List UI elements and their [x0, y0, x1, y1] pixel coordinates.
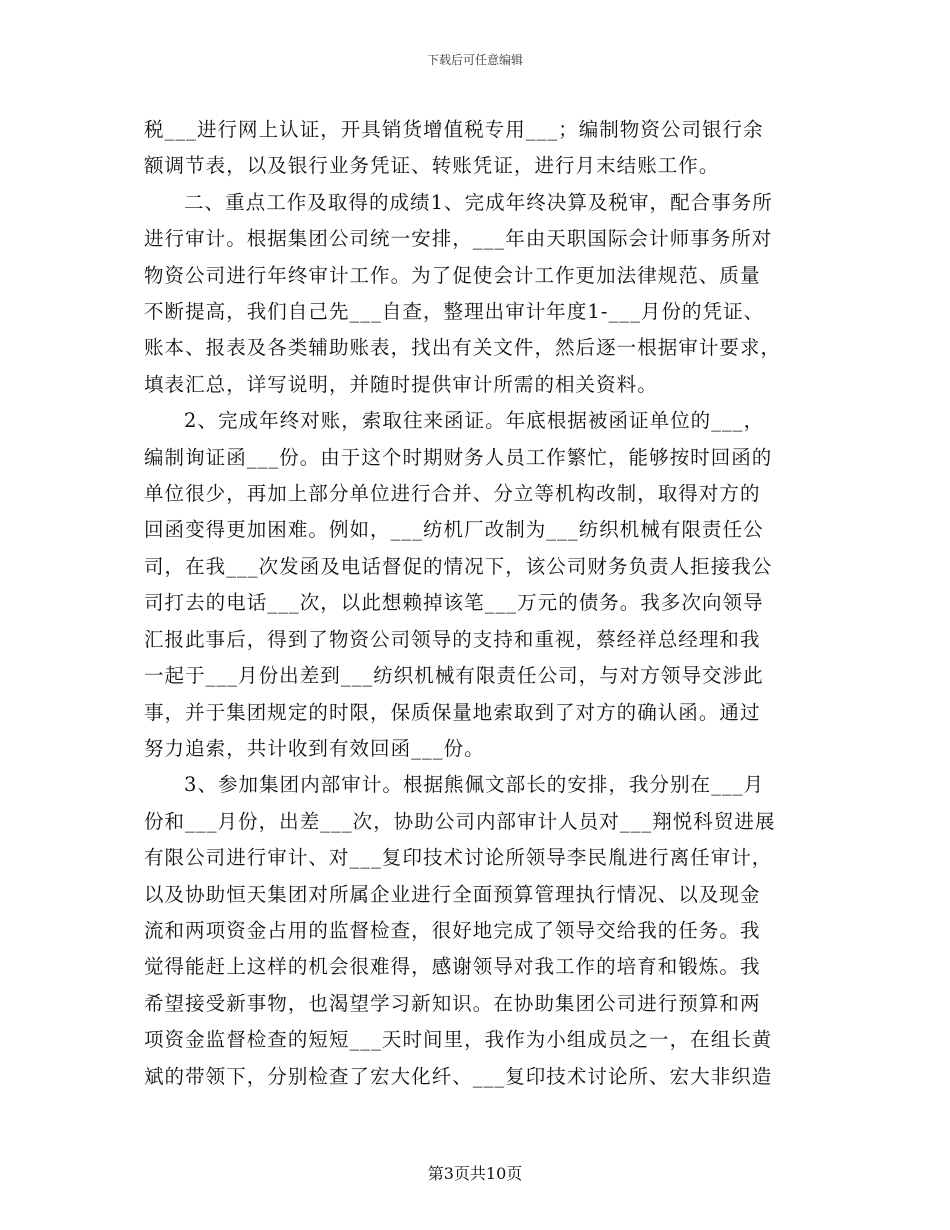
- text-line: 有限公司进行审计、对___复印技术讨论所领导李民胤进行离任审计，: [144, 846, 773, 870]
- text-line: 物资公司进行年终审计工作。为了促使会计工作更加法律规范、质量: [144, 263, 761, 287]
- text-line: 2、完成年终对账，索取往来函证。年底根据被函证单位的___，: [184, 409, 765, 433]
- text-line: 3、参加集团内部审计。根据熊佩文部长的安排，我分别在___月: [184, 773, 765, 797]
- text-line: 税___进行网上认证，开具销货增值税专用___；编制物资公司银行余: [144, 118, 764, 141]
- text-line: 项资金监督检查的短短___天时间里，我作为小组成员之一，在组长黄: [144, 1028, 773, 1052]
- page-header-note: 下载后可任意编辑: [426, 53, 523, 67]
- text-line: 努力追索，共计收到有效回函___份。: [144, 736, 485, 760]
- paragraph-3: [144, 403, 814, 767]
- text-line: 账本、报表及各类辅助账表，找出有关文件，然后逐一根据审计要求，: [144, 336, 782, 360]
- paragraph-4: [144, 767, 814, 1095]
- text-line: 斌的带领下，分别检查了宏大化纤、___复印技术讨论所、宏大非织造: [144, 1064, 773, 1088]
- text-line: 以及协助恒天集团对所属企业进行全面预算管理执行情况、以及现金: [144, 882, 761, 906]
- document-body: [144, 112, 814, 1095]
- text-line: 回函变得更加困难。例如，___纺机厂改制为___纺织机械有限责任公: [144, 518, 764, 542]
- text-line: 觉得能赶上这样的机会很难得，感谢领导对我工作的培育和锻炼。我: [144, 955, 761, 979]
- text-line: 流和两项资金占用的监督检查，很好地完成了领导交给我的任务。我: [144, 918, 761, 942]
- text-line: 进行审计。根据集团公司统一安排，___年由天职国际会计师事务所对: [144, 227, 773, 251]
- text-line: 事，并于集团规定的时限，保质保量地索取到了对方的确认函。通过: [144, 700, 761, 724]
- text-line: 份和___月份，出差___次，协助公司内部审计人员对___翔悦科贸进展: [144, 809, 776, 833]
- text-line: 额调节表，以及银行业务凭证、转账凭证，进行月末结账工作。: [144, 154, 720, 178]
- text-line: 二、重点工作及取得的成绩1、完成年终决算及税审，配合事务所: [184, 190, 773, 214]
- text-line: 填表汇总，详写说明，并随时提供审计所需的相关资料。: [144, 372, 658, 396]
- page-number: 第3页共10页: [427, 1164, 523, 1183]
- text-line: 司，在我___次发函及电话督促的情况下，该公司财务负责人拒接我公: [144, 554, 773, 578]
- paragraph-2: [144, 185, 814, 403]
- text-line: 希望接受新事物，也渴望学习新知识。在协助集团公司进行预算和两: [144, 991, 761, 1015]
- text-line: 编制询证函___份。由于这个时期财务人员工作繁忙，能够按时回函的: [144, 445, 773, 469]
- text-line: 不断提高，我们自己先___自查，整理出审计年度1-___月份的凭证、: [144, 300, 765, 324]
- paragraph-1: [144, 112, 814, 185]
- text-line: 一起于___月份出差到___纺织机械有限责任公司，与对方领导交涉此: [144, 664, 764, 688]
- text-line: 司打去的电话___次，以此想赖掉该笔___万元的债务。我多次向领导: [144, 591, 764, 615]
- text-line: 单位很少，再加上部分单位进行合并、分立等机构改制，取得对方的: [144, 482, 761, 506]
- text-line: 汇报此事后，得到了物资公司领导的支持和重视，蔡经祥总经理和我: [144, 627, 761, 651]
